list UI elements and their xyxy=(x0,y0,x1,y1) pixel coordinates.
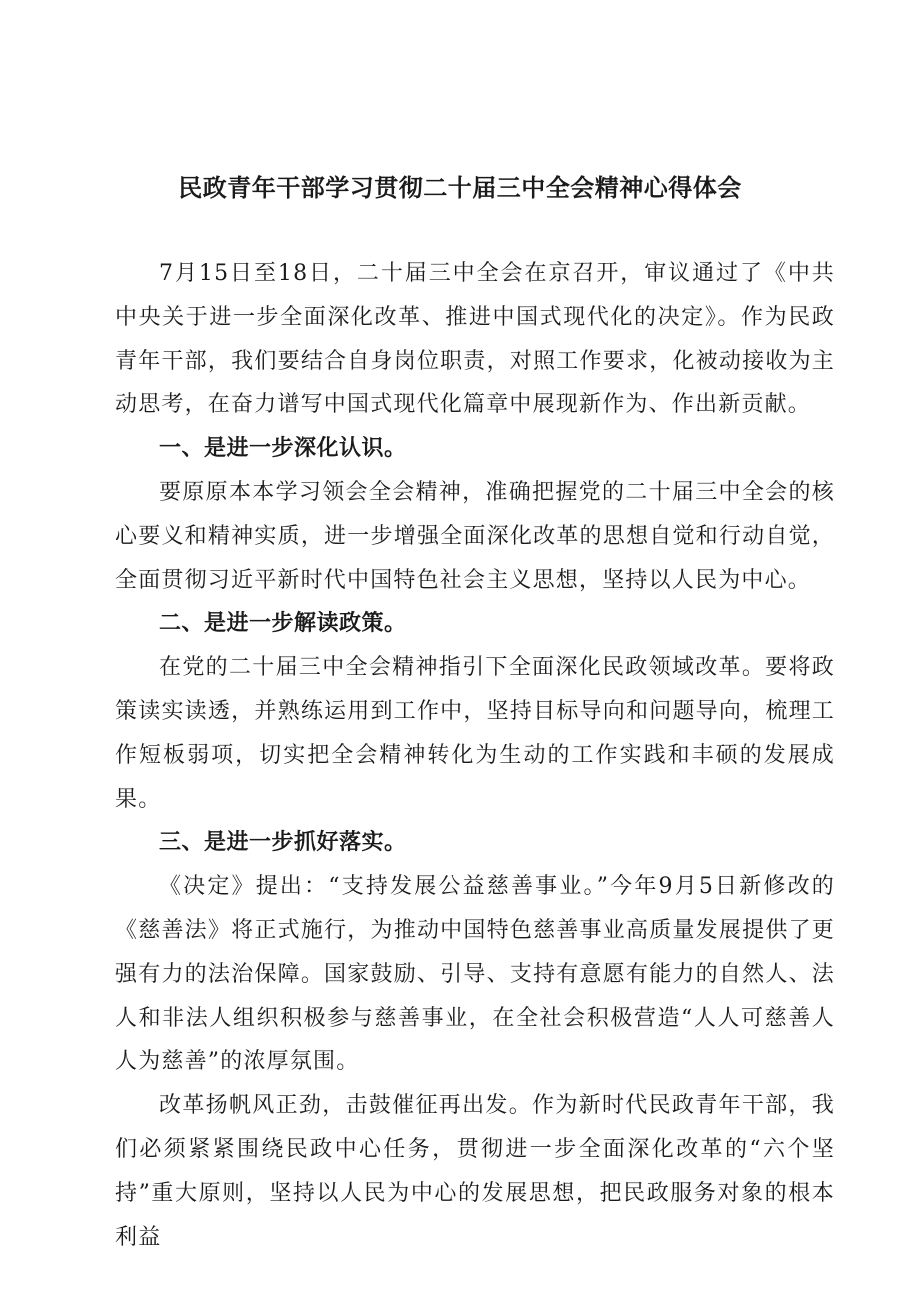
document-title: 民政青年干部学习贯彻二十届三中全会精神心得体会 xyxy=(178,174,742,202)
intro-paragraph: 7月15日至18日，二十届三中全会在京召开，审议通过了《中共中央关于进一步全面深化改革、推进中国式现代化的决定》。作为民政青年干部，我们要结合自身岗位职责，对照工作要求，化被动接收为主动思考，在奋力谱写中国式现代化篇章中展现新作为、作出新贡献。 xyxy=(115,261,835,418)
closing-paragraph: 改革扬帆风正劲，击鼓催征再出发。作为新时代民政青年干部，我们必须紧紧围绕民政中心任务，贯彻进一步全面深化改革的“六个坚持”重大原则，坚持以人民为中心的发展思想，把民政服务对象的根本利益 xyxy=(115,1093,835,1250)
section-paragraph-2: 在党的二十届三中全会精神指引下全面深化民政领域改革。要将政策读实读透，并熟练运用到工作中，坚持目标导向和问题导向，梳理工作短板弱项，切实把全会精神转化为生动的工作实践和丰硕的发展成果。 xyxy=(115,655,835,812)
section-heading-2: 二、是进一步解读政策。 xyxy=(159,611,407,637)
document-body xyxy=(115,252,835,1259)
section-heading-1: 一、是进一步深化认识。 xyxy=(159,436,407,462)
section-paragraph-3: 《决定》提出：“支持发展公益慈善事业。”今年9月5日新修改的《慈善法》将正式施行，为推动中国特色慈善事业高质量发展提供了更强有力的法治保障。国家鼓励、引导、支持有意愿有能力的自然人、法人和非法人组织积极参与慈善事业，在全社会积极营造“人人可慈善人人为慈善”的浓厚氛围。 xyxy=(115,874,835,1075)
section-paragraph-1: 要原原本本学习领会全会精神，准确把握党的二十届三中全会的核心要义和精神实质，进一步增强全面深化改革的思想自觉和行动自觉，全面贯彻习近平新时代中国特色社会主义思想，坚持以人民为中心。 xyxy=(115,479,835,593)
section-heading-3: 三、是进一步抓好落实。 xyxy=(159,830,407,856)
